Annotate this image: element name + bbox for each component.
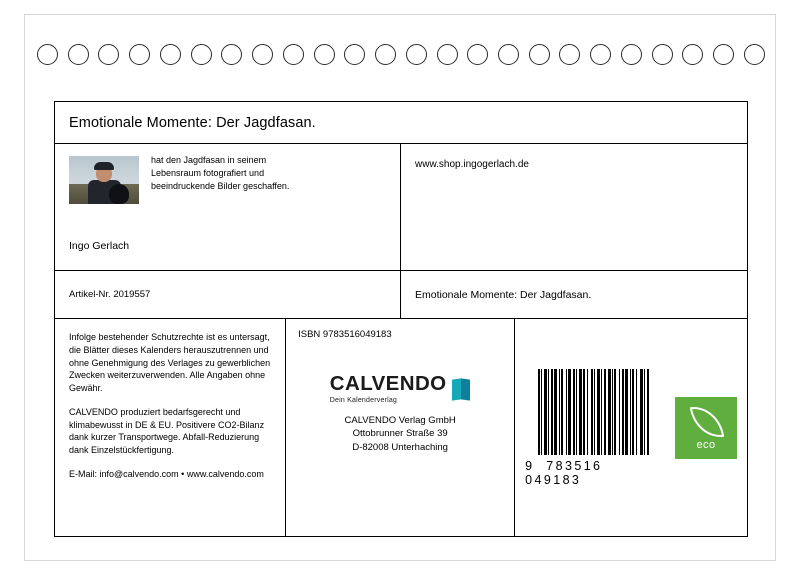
back-cover-info-box xyxy=(54,101,748,537)
author-portrait-image xyxy=(69,156,139,204)
ean-barcode xyxy=(525,369,661,487)
publisher-name: CALVENDO Verlag GmbH xyxy=(344,414,456,426)
eco-badge xyxy=(675,397,737,459)
calvendo-logo-word: CALVENDO xyxy=(329,372,447,395)
calvendo-book-icon xyxy=(452,377,471,401)
publisher-address xyxy=(298,414,502,455)
spiral-hole xyxy=(344,44,365,65)
spiral-hole xyxy=(559,44,580,65)
spiral-hole xyxy=(191,44,212,65)
legal-paragraph-1: Infolge bestehender Schutzrechte ist es untersagt, die Blätter dieses Kalenders herauszutrennen und ohne Genehmigung des Verlages zu gewerblichen Zwecken weiterzuverwenden. Alle Angaben ohne Gewähr. xyxy=(69,332,271,394)
shop-url-link[interactable]: www.shop.ingogerlach.de xyxy=(415,159,529,170)
legal-text-column xyxy=(55,319,286,536)
spiral-hole xyxy=(252,44,273,65)
spiral-hole xyxy=(160,44,181,65)
spiral-hole xyxy=(314,44,335,65)
product-subtitle: Emotionale Momente: Der Jagdfasan. xyxy=(415,288,592,301)
author-name: Ingo Gerlach xyxy=(69,240,130,252)
spiral-hole xyxy=(467,44,488,65)
page-title: Emotionale Momente: Der Jagdfasan. xyxy=(69,114,316,131)
spiral-hole xyxy=(129,44,150,65)
spiral-hole xyxy=(682,44,703,65)
spiral-hole xyxy=(406,44,427,65)
spiral-hole xyxy=(621,44,642,65)
photo-dog xyxy=(109,184,129,204)
eco-badge-label: eco xyxy=(696,438,716,451)
legal-paragraph-2: CALVENDO produziert bedarfsgerecht und klimabewusst in DE & EU. Positivere CO2-Bilanz dank kurzer Transportwege. Abfall-Reduzierung dank Einzelstückfertigung. xyxy=(69,406,265,456)
spiral-hole xyxy=(37,44,58,65)
publisher-column xyxy=(286,319,515,536)
barcode-digit-body: 783516 049183 xyxy=(525,458,603,487)
bottom-row xyxy=(55,319,747,536)
publisher-city: D-82008 Unterhaching xyxy=(352,442,448,454)
legal-contact: E-Mail: info@calvendo.com • www.calvendo.com xyxy=(69,468,264,479)
author-cell xyxy=(55,144,401,270)
spiral-binding-holes xyxy=(25,33,777,75)
calvendo-logo-tagline: Dein Kalenderverlag xyxy=(329,396,398,404)
publisher-street: Ottobrunner Straße 39 xyxy=(352,428,448,440)
photo-person-cap xyxy=(94,162,114,170)
title-row xyxy=(55,102,747,144)
spiral-hole xyxy=(652,44,673,65)
barcode-bars xyxy=(538,369,649,455)
leaf-icon xyxy=(690,403,724,441)
spiral-hole xyxy=(498,44,519,65)
barcode-number xyxy=(525,459,661,487)
calvendo-logo xyxy=(298,374,502,404)
spiral-hole xyxy=(590,44,611,65)
spiral-hole xyxy=(375,44,396,65)
spiral-hole xyxy=(437,44,458,65)
spiral-hole xyxy=(221,44,242,65)
spiral-hole xyxy=(98,44,119,65)
calendar-card xyxy=(24,14,776,561)
spiral-hole xyxy=(283,44,304,65)
author-bio-text: hat den Jagdfasan in seinem Lebensraum fotografiert und beeindruckende Bilder geschaffen. xyxy=(151,155,290,192)
barcode-digit-prefix: 9 xyxy=(525,458,535,473)
shop-cell xyxy=(401,144,747,270)
spiral-hole xyxy=(744,44,765,65)
spiral-hole xyxy=(713,44,734,65)
spiral-hole xyxy=(68,44,89,65)
author-row xyxy=(55,144,747,271)
spiral-hole xyxy=(529,44,550,65)
barcode-column xyxy=(515,319,747,536)
isbn-text: ISBN 9783516049183 xyxy=(298,329,392,340)
article-number: Artikel-Nr. 2019557 xyxy=(55,271,401,318)
article-row xyxy=(55,271,747,319)
